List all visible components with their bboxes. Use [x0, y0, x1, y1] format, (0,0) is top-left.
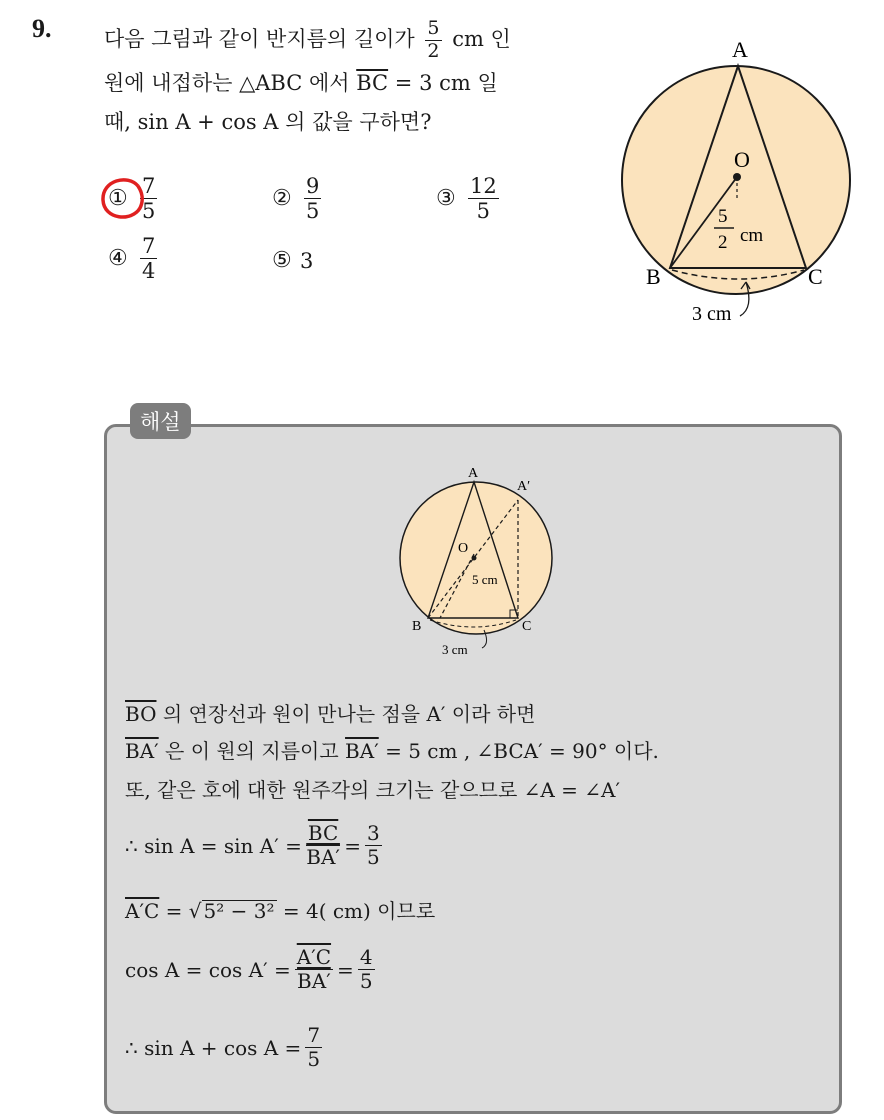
explanation-line-4	[125, 822, 386, 869]
exp-label-c: C	[522, 619, 532, 634]
radius-fraction: $\frac{5}{2}$	[427, 17, 440, 62]
explanation-math: ∴ sin A = sin A′ =	[125, 833, 302, 858]
sqrt-sign: √	[188, 898, 202, 923]
choice-5[interactable]	[272, 248, 313, 273]
center-point	[733, 173, 741, 181]
exp-label-a: A	[468, 466, 479, 481]
radius-den: 2	[718, 232, 728, 253]
fraction-result: $\frac{4}{5}$	[359, 945, 373, 993]
explanation-center	[472, 556, 477, 561]
choice-fraction: $\frac{7}{5}$	[142, 174, 156, 224]
fraction-bc-ba: $\frac{\overline{BC}}{BA'}$	[306, 821, 340, 869]
explanation-math: =	[344, 833, 362, 858]
explanation-math: cos A = cos A′ =	[125, 957, 291, 982]
explanation-text: = 5 cm , ∠BCA′ = 90° 이다.	[385, 739, 659, 763]
explanation-line-6	[125, 946, 379, 993]
exp-chord-label: 3 cm	[442, 642, 468, 657]
sqrt-radicand: 5² − 3²	[203, 899, 275, 923]
fraction-ac-ba: $\frac{A'C}{BA'}$	[296, 945, 332, 993]
explanation-math: = 4( cm) 이므로	[282, 898, 436, 923]
question-line-1	[104, 18, 511, 63]
choice-value: 3	[300, 248, 314, 273]
exp-label-o: O	[458, 541, 469, 556]
explanation-math: ∴ sin A + cos A =	[125, 1035, 302, 1060]
choice-4[interactable]	[108, 234, 161, 283]
question-text: cm 인	[452, 26, 511, 51]
figure-explanation	[390, 462, 570, 662]
exp-label-b: B	[412, 619, 422, 634]
label-o: O	[734, 147, 750, 172]
exp-label-a-prime: A′	[517, 479, 531, 494]
label-c: C	[808, 264, 823, 289]
segment-bc: $\overline{BC}$	[356, 71, 389, 95]
explanation-line-7	[125, 1024, 326, 1071]
choice-2[interactable]	[272, 174, 325, 223]
fraction-result: $\frac{3}{5}$	[367, 821, 380, 869]
question-line-3: 때, sin A + cos A 의 값을 구하면?	[104, 110, 432, 134]
question-text: 원에 내접하는 △ABC 에서	[104, 71, 350, 95]
explanation-tab: 해설	[130, 403, 191, 439]
label-b: B	[646, 264, 661, 289]
choice-mark: ②	[272, 186, 292, 212]
label-a: A	[732, 37, 748, 62]
figure-inscribed-triangle	[620, 30, 860, 330]
explanation-line-3: 또, 같은 호에 대한 원주각의 크기는 같으므로 ∠A = ∠A′	[125, 778, 621, 802]
question-line-2	[104, 73, 498, 94]
explanation-math: =	[165, 898, 183, 923]
choice-fraction: $\frac{12}{5}$	[470, 174, 497, 224]
choice-mark: ⑤	[272, 248, 292, 273]
question-number: 9.	[32, 14, 52, 43]
choice-fraction: $\frac{9}{5}$	[306, 174, 320, 224]
final-answer-fraction: $\frac{7}{5}$	[307, 1023, 321, 1071]
choice-mark: ①	[108, 186, 128, 212]
choice-mark: ④	[108, 246, 128, 272]
explanation-text: 은 이 원의 지름이고	[165, 739, 339, 763]
explanation-math: =	[337, 957, 354, 982]
question-text: 다음 그림과 같이 반지름의 길이가	[104, 26, 415, 51]
segment-ba-prime: BA′	[345, 739, 379, 763]
explanation-line-1	[125, 704, 535, 724]
radius-unit: cm	[740, 225, 764, 246]
segment-ba-prime: BA′	[125, 739, 159, 763]
selected-answer-circle	[98, 176, 150, 224]
choice-fraction: $\frac{7}{4}$	[142, 234, 156, 284]
explanation-text: 의 연장선과 원이 만나는 점을 A′ 이라 하면	[162, 702, 536, 726]
question-text: = 3 cm 일	[394, 71, 498, 95]
explanation-line-5	[125, 900, 435, 921]
radius-num: 5	[718, 206, 728, 227]
choice-3[interactable]	[436, 174, 503, 223]
segment-bo: $\overline{BO}$	[125, 702, 157, 726]
explanation-line-2	[125, 741, 659, 761]
segment-a-prime-c: A′C	[125, 898, 160, 923]
chord-label: 3 cm	[692, 303, 732, 325]
choice-mark: ③	[436, 186, 456, 212]
exp-diameter-label: 5 cm	[472, 572, 498, 587]
